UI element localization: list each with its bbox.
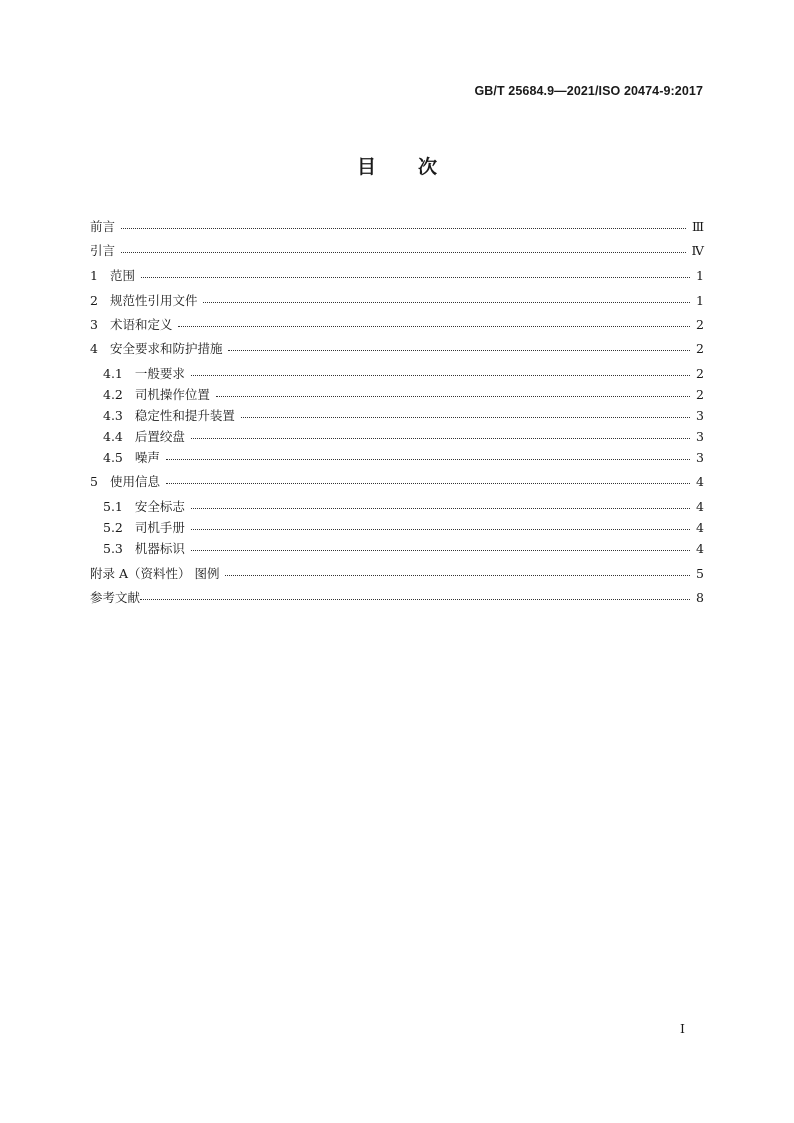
toc-entry-4-5[interactable]	[103, 447, 704, 467]
toc-entry-foreword[interactable]	[90, 216, 704, 236]
toc-entry-5[interactable]	[90, 471, 704, 491]
toc-entry-1[interactable]	[90, 265, 704, 285]
toc-entry-4-1[interactable]	[103, 363, 704, 383]
toc-entry-text: 后置绞盘	[134, 429, 185, 444]
toc-entry-number: 2	[90, 292, 98, 308]
dot-leader	[141, 277, 690, 278]
toc-entry-4-2[interactable]	[103, 384, 704, 404]
toc-entry-text: 稳定性和提升装置	[134, 408, 235, 423]
dot-leader	[191, 550, 690, 551]
toc-entry-number: 4.2	[103, 386, 123, 402]
toc-entry-page: 2	[696, 340, 704, 356]
toc-entry-text: 引言	[90, 243, 116, 258]
toc-entry-bibliography[interactable]	[90, 587, 704, 607]
toc-entry-page: Ⅳ	[691, 242, 704, 258]
toc-entry-number: 5.1	[103, 498, 123, 514]
toc-entry-annex-a[interactable]	[90, 563, 704, 583]
toc-entry-number: 4.3	[103, 407, 123, 423]
toc-entry-page: 1	[696, 267, 704, 283]
toc-entry-number: 3	[90, 316, 98, 332]
toc-entry-page: 1	[696, 292, 704, 308]
toc-entry-4[interactable]	[90, 338, 704, 358]
dot-leader	[191, 438, 690, 439]
toc-entry-5-2[interactable]	[103, 517, 704, 537]
dot-leader	[191, 508, 690, 509]
toc-entry-text: 司机操作位置	[134, 387, 210, 402]
dot-leader	[228, 350, 690, 351]
toc-entry-page: 3	[696, 428, 704, 444]
toc-entry-page: 8	[696, 589, 704, 605]
dot-leader	[191, 375, 690, 376]
toc-entry-page: 2	[696, 386, 704, 402]
toc-entry-page: 4	[696, 540, 704, 556]
toc-entry-page: 2	[696, 365, 704, 381]
dot-leader	[166, 459, 690, 460]
toc-entry-page: 5	[696, 565, 704, 581]
toc-entry-4-4[interactable]	[103, 426, 704, 446]
dot-leader	[178, 326, 690, 327]
toc-entry-5-1[interactable]	[103, 496, 704, 516]
toc-entry-text: 术语和定义	[109, 317, 173, 332]
page-title	[0, 152, 794, 179]
toc-entry-number: 5.3	[103, 540, 123, 556]
toc-entry-2[interactable]	[90, 290, 704, 310]
dot-leader	[203, 302, 690, 303]
toc-entry-3[interactable]	[90, 314, 704, 334]
dot-leader	[241, 417, 690, 418]
toc-entry-page: 4	[696, 498, 704, 514]
toc-entry-text: 安全要求和防护措施	[109, 341, 223, 356]
toc-entry-text: 噪声	[134, 450, 160, 465]
toc-entry-text: 一般要求	[134, 366, 185, 381]
toc-entry-number: 4.5	[103, 449, 123, 465]
toc-entry-number: 5.2	[103, 519, 123, 535]
toc-entry-5-3[interactable]	[103, 538, 704, 558]
toc-entry-number: 4.4	[103, 428, 123, 444]
dot-leader	[225, 575, 690, 576]
toc-entry-text: 参考文献	[90, 590, 141, 605]
title-char-2: 次	[418, 156, 438, 178]
dot-leader	[166, 483, 690, 484]
toc-entry-text: 机器标识	[134, 541, 185, 556]
toc-entry-text: 司机手册	[134, 520, 185, 535]
toc-entry-number: 1	[90, 267, 98, 283]
toc-entry-number: 5	[90, 473, 98, 489]
toc-entry-text: 规范性引用文件	[109, 293, 198, 308]
toc-entry-4-3[interactable]	[103, 405, 704, 425]
standard-code: GB/T 25684.9—2021/ISO 20474-9:2017	[474, 84, 703, 98]
toc-entry-introduction[interactable]	[90, 240, 704, 260]
toc-entry-number: 4	[90, 340, 98, 356]
title-char-1: 目	[356, 156, 376, 178]
toc-entry-text: 附录 A（资料性） 图例	[90, 566, 220, 581]
toc-entry-text: 前言	[90, 219, 116, 234]
toc-entry-page: 4	[696, 473, 704, 489]
toc-entry-text: 安全标志	[134, 499, 185, 514]
toc-entry-page: 3	[696, 449, 704, 465]
dot-leader	[140, 599, 690, 600]
toc-entry-page: Ⅲ	[691, 218, 704, 234]
toc-entry-text: 范围	[109, 268, 135, 283]
page-number: I	[680, 1021, 685, 1036]
dot-leader	[216, 396, 690, 397]
toc-entry-number: 4.1	[103, 365, 123, 381]
toc-entry-page: 2	[696, 316, 704, 332]
dot-leader	[191, 529, 690, 530]
dot-leader	[121, 252, 685, 253]
toc-entry-page: 3	[696, 407, 704, 423]
toc-entry-text: 使用信息	[109, 474, 160, 489]
dot-leader	[121, 228, 686, 229]
toc-entry-page: 4	[696, 519, 704, 535]
